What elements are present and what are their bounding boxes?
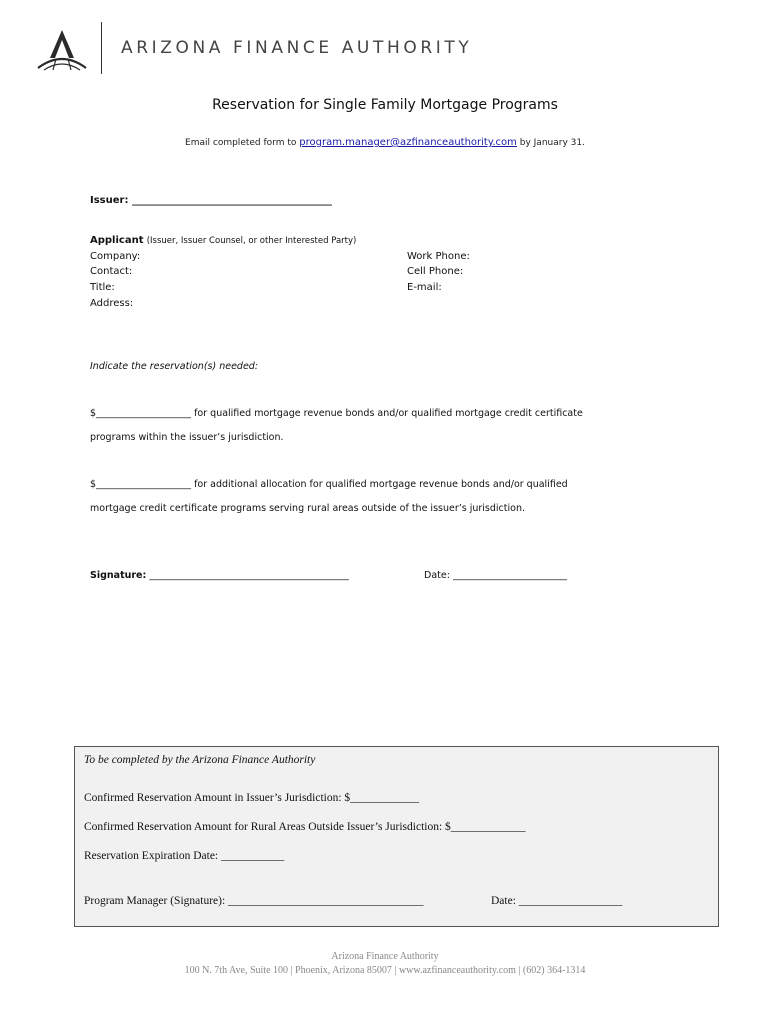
reservation-expiration-date[interactable]: Reservation Expiration Date: ___________ — [84, 850, 285, 862]
reservation-1-continuation: programs within the issuer’s jurisdiction. — [90, 432, 284, 443]
header-divider — [101, 22, 102, 74]
address-label[interactable]: Address: — [90, 298, 134, 309]
reservation-2-amount-field[interactable]: $____________________ — [90, 479, 192, 490]
work-phone-label[interactable]: Work Phone: — [407, 251, 470, 262]
applicant-note: (Issuer, Issuer Counsel, or other Interested Party) — [146, 236, 357, 246]
form-title: Reservation for Single Family Mortgage Programs — [212, 97, 558, 113]
applicant-label: Applicant — [90, 235, 144, 246]
cell-phone-label[interactable]: Cell Phone: — [407, 266, 464, 277]
reservation-2-text: for additional allocation for qualified mortgage revenue bonds and/or qualified — [194, 479, 568, 490]
org-name: ARIZONA FINANCE AUTHORITY — [121, 38, 473, 58]
date-field[interactable]: ________________________ — [452, 570, 567, 581]
instruction — [0, 137, 770, 148]
reservation-prompt: Indicate the reservation(s) needed: — [90, 361, 259, 372]
email-link[interactable]: program.manager@azfinanceauthority.com — [299, 137, 517, 148]
footer-contact: 100 N. 7th Ave, Suite 100 | Phoenix, Arizona 85007 | www.azfinanceauthority.com | (602) 364-1314 — [184, 965, 586, 976]
signature-field[interactable]: __________________________________________ — [149, 570, 349, 581]
reservation-1-row — [90, 408, 583, 419]
issuer-row — [90, 195, 332, 206]
signature-label: Signature: — [90, 570, 147, 581]
reservation-1-text: for qualified mortgage revenue bonds and/or qualified mortgage credit certificate — [194, 408, 583, 419]
program-manager-date[interactable]: Date: __________________ — [491, 895, 623, 907]
date-label: Date: — [424, 570, 450, 581]
reservation-1-amount-field[interactable]: $____________________ — [90, 408, 192, 419]
afa-logo-icon — [36, 28, 88, 74]
email-label[interactable]: E-mail: — [407, 282, 442, 293]
reservation-2-continuation: mortgage credit certificate programs serving rural areas outside of the issuer’s jurisdiction. — [90, 503, 525, 514]
company-label[interactable]: Company: — [90, 251, 141, 262]
program-manager-signature[interactable]: Program Manager (Signature): __________________________________ — [84, 895, 424, 907]
reservation-2-row — [90, 479, 568, 490]
applicant-heading — [90, 235, 356, 246]
confirmed-amount-rural[interactable]: Confirmed Reservation Amount for Rural Areas Outside Issuer’s Jurisdiction: $_____________ — [84, 821, 526, 833]
instruction-post: by January 31. — [519, 138, 585, 148]
contact-label[interactable]: Contact: — [90, 266, 133, 277]
date-row — [424, 570, 567, 581]
issuer-field[interactable]: ________________________________________ — [131, 195, 332, 206]
footer-org: Arizona Finance Authority — [331, 951, 439, 962]
title-label[interactable]: Title: — [90, 282, 115, 293]
issuer-label: Issuer: — [90, 195, 129, 206]
signature-row — [90, 570, 349, 581]
confirmed-amount-jurisdiction[interactable]: Confirmed Reservation Amount in Issuer’s Jurisdiction: $____________ — [84, 792, 420, 804]
instruction-pre: Email completed form to — [185, 138, 297, 148]
admin-heading: To be completed by the Arizona Finance Authority — [84, 754, 316, 766]
